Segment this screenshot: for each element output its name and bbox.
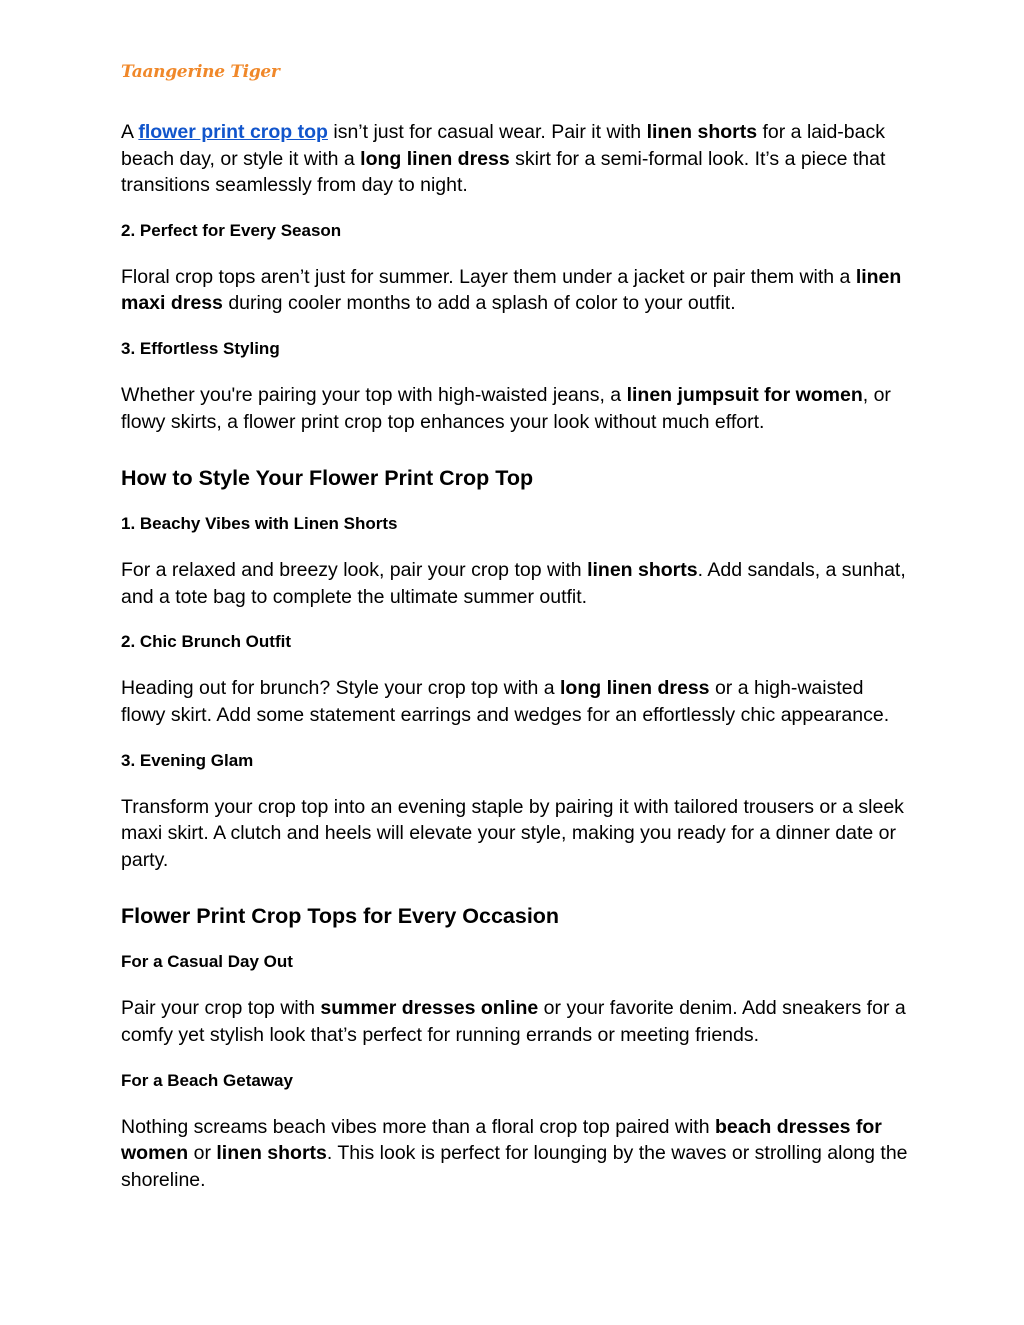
text-run: for a laid-back beach day, or style it with a (121, 121, 885, 170)
subheading-casual-day-out: For a Casual Day Out (121, 952, 293, 972)
subheading-effortless-styling: 3. Effortless Styling (121, 338, 280, 358)
subheading-evening-glam: 3. Evening Glam (121, 750, 254, 770)
text-run: Transform your crop top into an evening staple by pairing it with tailored trousers or a sleek maxi skirt. A clutch and heels will elevate your style, making you ready for a dinner date or party. (121, 795, 904, 871)
bold-keyword: long linen dress (360, 147, 510, 170)
evening-paragraph (121, 794, 911, 874)
bold-keyword: summer dresses online (320, 997, 539, 1020)
text-run: Whether you're pairing your top with high-waisted jeans, a (121, 383, 627, 406)
text-run: A (121, 121, 139, 143)
bold-keyword: linen shorts (587, 559, 698, 582)
text-run: skirt for a semi-formal look. It’s a piece that transitions seamlessly from day to night. (121, 147, 886, 197)
text-run: or (188, 1142, 217, 1165)
text-run: Pair your crop top with (121, 997, 321, 1020)
season-paragraph (121, 264, 911, 317)
text-run: or your favorite denim. Add sneakers for a comfy yet stylish look that’s perfect for running errands or meeting friends. (121, 997, 906, 1046)
beachy-paragraph (121, 557, 911, 610)
text-run: isn’t just for casual wear. Pair it with (327, 121, 647, 143)
text-run: Floral crop tops aren’t just for summer. Layer them under a jacket or pair them with a (121, 265, 856, 288)
text-run: Heading out for brunch? Style your crop top with a (121, 677, 560, 700)
bold-keyword: beach dresses for women (121, 1115, 882, 1165)
flower-print-crop-top-link[interactable]: flower print crop top (138, 121, 328, 143)
text-run: . Add sandals, a sunhat, and a tote bag to complete the ultimate summer outfit. (121, 559, 906, 608)
subheading-beachy-vibes: 1. Beachy Vibes with Linen Shorts (121, 514, 398, 534)
bold-keyword: long linen dress (560, 677, 710, 700)
brand-logo[interactable]: Taangerine Tiger (121, 62, 280, 82)
intro-paragraph (121, 119, 911, 199)
bold-keyword: linen maxi dress (121, 265, 902, 315)
text-run: . This look is perfect for lounging by the waves or strolling along the shoreline. (121, 1142, 908, 1191)
text-run: , or flowy skirts, a flower print crop top enhances your look without much effort. (121, 383, 891, 433)
text-run: Nothing screams beach vibes more than a floral crop top paired with (121, 1115, 715, 1138)
casual-paragraph (121, 995, 911, 1048)
subheading-beach-getaway: For a Beach Getaway (121, 1070, 293, 1090)
effortless-paragraph (121, 382, 911, 435)
brunch-paragraph (121, 675, 911, 728)
bold-keyword: linen shorts (216, 1142, 327, 1165)
section-heading-every-occasion: Flower Print Crop Tops for Every Occasion (121, 904, 560, 929)
section-heading-how-to-style: How to Style Your Flower Print Crop Top (121, 466, 534, 491)
text-run: or a high-waisted flowy skirt. Add some statement earrings and wedges for an effortlessly chic appearance. (121, 677, 890, 726)
beach-paragraph (121, 1114, 911, 1194)
subheading-chic-brunch: 2. Chic Brunch Outfit (121, 632, 291, 652)
bold-keyword: linen jumpsuit for women (626, 383, 863, 406)
text-run: For a relaxed and breezy look, pair your crop top with (121, 559, 588, 582)
bold-keyword: linen shorts (646, 121, 758, 143)
text-run: during cooler months to add a splash of color to your outfit. (222, 292, 736, 315)
article-body (121, 119, 911, 1213)
subheading-every-season: 2. Perfect for Every Season (121, 220, 342, 240)
